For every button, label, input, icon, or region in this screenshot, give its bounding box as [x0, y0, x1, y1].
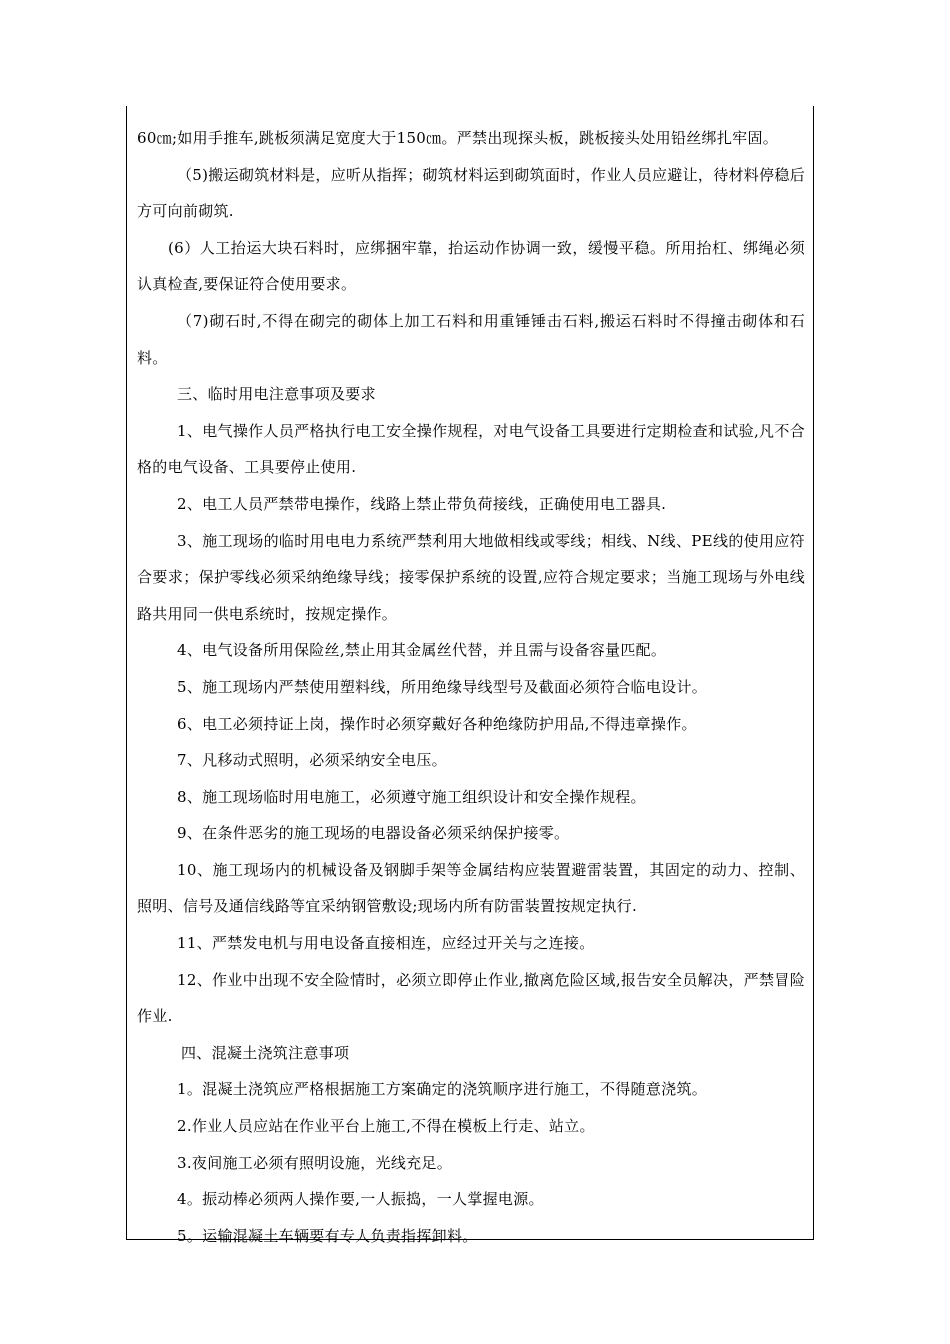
paragraph: 10、施工现场内的机械设备及钢脚手架等金属结构应装置避雷装置，其固定的动力、控制、照明、信号及通信线路等宜采纳钢管敷设;现场内所有防雷装置按规定执行. [137, 860, 805, 916]
paragraph: 2、电工人员严禁带电操作，线路上禁止带负荷接线，正确使用电工器具. [177, 494, 667, 513]
paragraph: 1、电气操作人员严格执行电工安全操作规程，对电气设备工具要进行定期检查和试验,凡不合格的电气设备、工具要停止使用. [137, 421, 805, 477]
paragraph: 3、施工现场的临时用电电力系统严禁利用大地做相线或零线；相线、N线、PE线的使用应符合要求；保护零线必须采纳绝缘导线；接零保护系统的设置,应符合规定要求；当施工现场与外电线路共用同一供电系统时，按规定操作。 [137, 531, 805, 623]
document-body [137, 120, 805, 1254]
paragraph: 9、在条件恶劣的施工现场的电器设备必须采纳保护接零。 [177, 824, 570, 843]
section-heading: 四、混凝土浇筑注意事项 [181, 1043, 350, 1062]
paragraph: 6、电工必须持证上岗，操作时必须穿戴好各种绝缘防护用品,不得违章操作。 [177, 714, 697, 733]
paragraph: （7)砌石时,不得在砌完的砌体上加工石料和用重锤锤击石料,搬运石料时不得撞击砌体和石料。 [137, 311, 805, 367]
paragraph: 4。振动棒必须两人操作要,一人振捣，一人掌握电源。 [177, 1190, 544, 1209]
paragraph: 60㎝;如用手推车,跳板须满足宽度大于150㎝。严禁出现探头板，跳板接头处用铅丝绑扎牢固。 [137, 129, 779, 147]
paragraph: （5)搬运砌筑材料是，应听从指挥；砌筑材料运到砌筑面时，作业人员应避让，待材料停稳后方可向前砌筑. [137, 165, 805, 221]
paragraph: 12、作业中出现不安全险情时，必须立即停止作业,撤离危险区域,报告安全员解决，严禁冒险作业. [137, 970, 805, 1026]
section-heading: 三、临时用电注意事项及要求 [177, 385, 376, 404]
paragraph: (6）人工抬运大块石料时，应绑捆牢靠，抬运动作协调一致，缓慢平稳。所用抬杠、绑绳必须认真检查,要保证符合使用要求。 [137, 238, 805, 294]
document-table-cell [126, 106, 814, 1245]
paragraph: 7、凡移动式照明，必须采纳安全电压。 [177, 751, 447, 770]
paragraph: 2.作业人员应站在作业平台上施工,不得在模板上行走、站立。 [177, 1117, 595, 1136]
paragraph: 1。混凝土浇筑应严格根据施工方案确定的浇筑顺序进行施工，不得随意浇筑。 [177, 1080, 708, 1099]
paragraph: 5。运输混凝土车辆要有专人负责指挥卸料。 [177, 1226, 478, 1245]
paragraph: 8、施工现场临时用电施工，必须遵守施工组织设计和安全操作规程。 [177, 787, 646, 806]
paragraph: 5、施工现场内严禁使用塑料线，所用绝缘导线型号及截面必须符合临电设计。 [177, 677, 708, 696]
paragraph: 11、严禁发电机与用电设备直接相连，应经过开关与之连接。 [177, 934, 595, 953]
paragraph: 3.夜间施工必须有照明设施，光线充足。 [177, 1153, 453, 1172]
paragraph: 4、电气设备所用保险丝,禁止用其金属丝代替，并且需与设备容量匹配。 [177, 641, 667, 660]
